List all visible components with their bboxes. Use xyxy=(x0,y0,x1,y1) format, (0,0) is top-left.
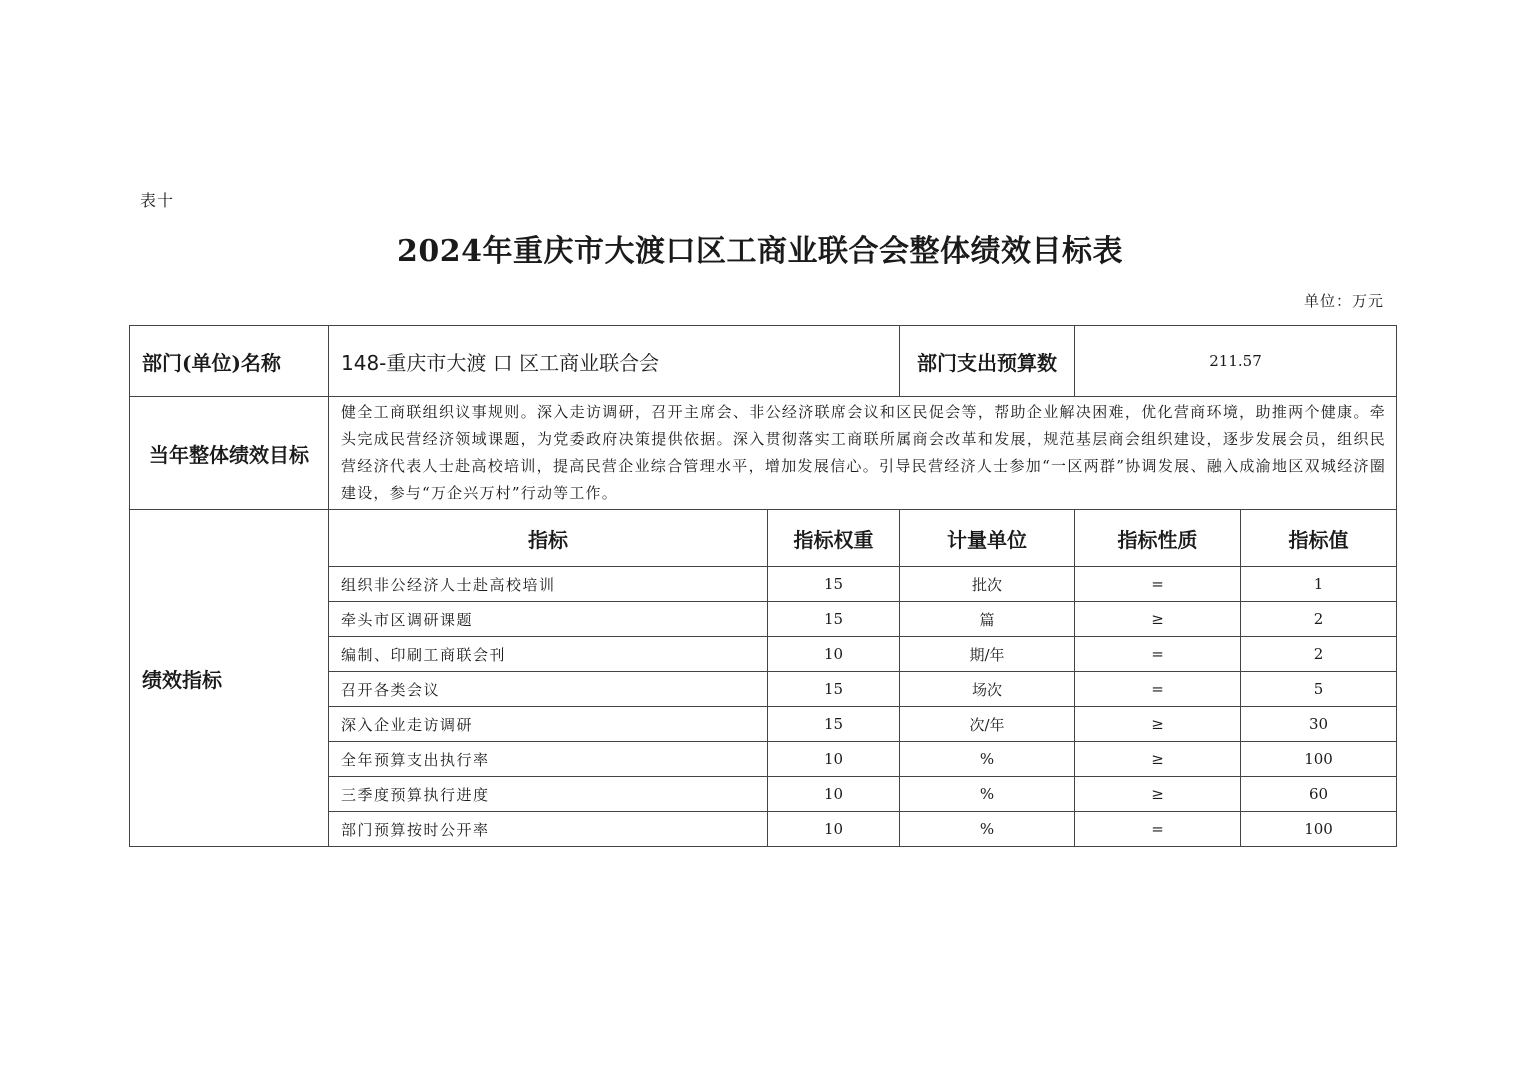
indicator-unit: % xyxy=(900,777,1075,812)
indicator-weight: 10 xyxy=(768,637,900,672)
indicator-nature: ≥ xyxy=(1075,602,1241,637)
indicator-value: 100 xyxy=(1241,742,1397,777)
table-number-label: 表十 xyxy=(140,191,175,210)
indicator-value: 100 xyxy=(1241,812,1397,847)
indicator-unit: 期/年 xyxy=(900,637,1075,672)
indicator-value: 1 xyxy=(1241,567,1397,602)
indicator-value: 2 xyxy=(1241,602,1397,637)
indicator-nature: ≥ xyxy=(1075,707,1241,742)
indicator-unit: % xyxy=(900,742,1075,777)
indicator-name: 牵头市区调研课题 xyxy=(329,602,768,637)
dept-row xyxy=(130,326,1397,397)
column-header-unit: 计量单位 xyxy=(900,510,1075,567)
indicator-value: 30 xyxy=(1241,707,1397,742)
indicator-weight: 10 xyxy=(768,777,900,812)
unit-label: 单位：万元 xyxy=(1303,292,1384,310)
dept-name-value: 148-重庆市大渡 口 区工商业联合会 xyxy=(329,326,900,397)
indicator-name: 深入企业走访调研 xyxy=(329,707,768,742)
indicator-unit: 次/年 xyxy=(900,707,1075,742)
indicator-weight: 15 xyxy=(768,707,900,742)
column-header-indicator: 指标 xyxy=(329,510,768,567)
indicator-value: 5 xyxy=(1241,672,1397,707)
indicator-name: 全年预算支出执行率 xyxy=(329,742,768,777)
indicator-nature: = xyxy=(1075,672,1241,707)
indicator-nature: = xyxy=(1075,812,1241,847)
indicator-name: 三季度预算执行进度 xyxy=(329,777,768,812)
indicator-weight: 10 xyxy=(768,742,900,777)
column-header-weight: 指标权重 xyxy=(768,510,900,567)
budget-label: 部门支出预算数 xyxy=(900,326,1075,397)
indicator-weight: 15 xyxy=(768,602,900,637)
indicator-weight: 10 xyxy=(768,812,900,847)
dept-name-label: 部门(单位)名称 xyxy=(130,326,329,397)
indicator-unit: 篇 xyxy=(900,602,1075,637)
indicator-header-row xyxy=(130,510,1397,567)
indicator-value: 2 xyxy=(1241,637,1397,672)
indicator-unit: 场次 xyxy=(900,672,1075,707)
performance-target-table xyxy=(129,325,1397,847)
indicator-name: 部门预算按时公开率 xyxy=(329,812,768,847)
indicator-weight: 15 xyxy=(768,672,900,707)
indicator-weight: 15 xyxy=(768,567,900,602)
indicator-name: 编制、印刷工商联会刊 xyxy=(329,637,768,672)
indicator-nature: = xyxy=(1075,637,1241,672)
goal-label: 当年整体绩效目标 xyxy=(130,397,329,510)
indicator-unit: % xyxy=(900,812,1075,847)
goal-row xyxy=(130,397,1397,510)
column-header-value: 指标值 xyxy=(1241,510,1397,567)
column-header-nature: 指标性质 xyxy=(1075,510,1241,567)
indicator-name: 召开各类会议 xyxy=(329,672,768,707)
indicator-nature: ≥ xyxy=(1075,777,1241,812)
goal-text: 健全工商联组织议事规则。深入走访调研，召开主席会、非公经济联席会议和区民促会等，帮助企业解决困难，优化营商环境，助推两个健康。牵头完成民营经济领域课题，为党委政府决策提供依据。深入贯彻落实工商联所属商会改革和发展，规范基层商会组织建设，逐步发展会员，组织民营经济代表人士赴高校培训，提高民营企业综合管理水平，增加发展信心。引导民营经济人士参加“一区两群”协调发展、融入成渝地区双城经济圈建设，参与“万企兴万村”行动等工作。 xyxy=(329,397,1397,510)
indicator-nature: ≥ xyxy=(1075,742,1241,777)
budget-value: 211.57 xyxy=(1075,326,1397,397)
indicator-name: 组织非公经济人士赴高校培训 xyxy=(329,567,768,602)
indicator-nature: = xyxy=(1075,567,1241,602)
document-title: 2024年重庆市大渡口区工商业联合会整体绩效目标表 xyxy=(397,234,1123,269)
indicator-unit: 批次 xyxy=(900,567,1075,602)
performance-indicators-label: 绩效指标 xyxy=(130,510,329,847)
indicator-value: 60 xyxy=(1241,777,1397,812)
